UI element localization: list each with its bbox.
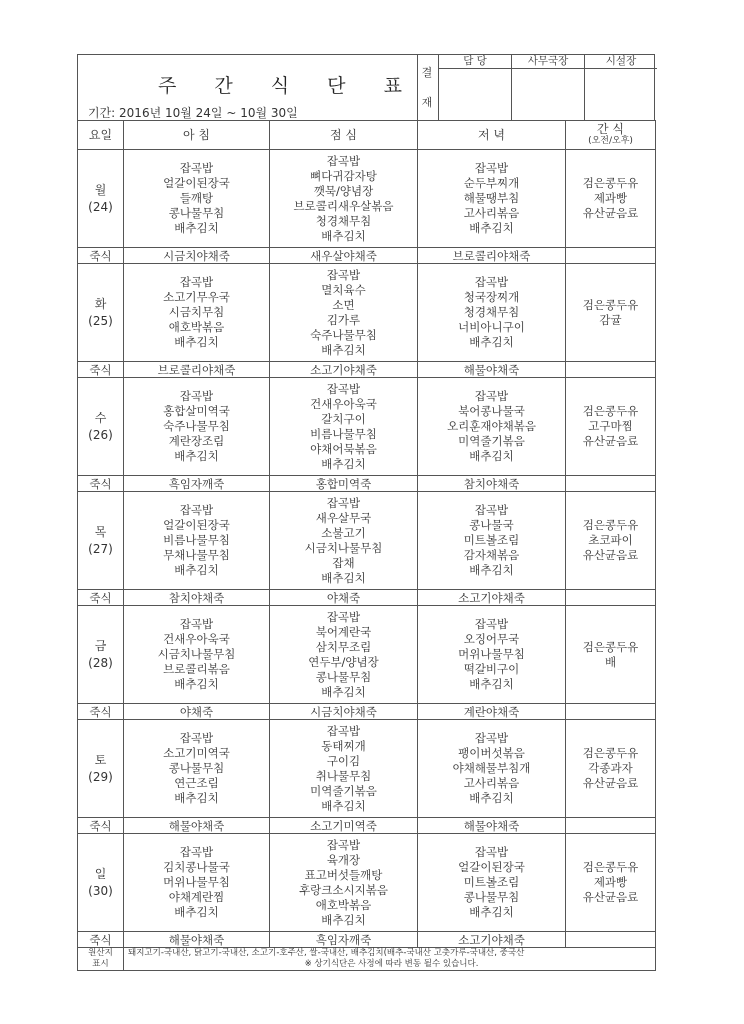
menu-item: 잡곡밥 — [326, 495, 361, 510]
porridge-empty — [566, 248, 656, 264]
menu-item: 고사리볶음 — [463, 206, 520, 220]
menu-item: 고구마찜 — [588, 419, 633, 433]
snack-cell — [566, 264, 656, 362]
day-row — [78, 720, 656, 818]
porridge-row — [78, 704, 656, 720]
porridge-item: 계란야채죽 — [418, 704, 566, 720]
menu-item: 북어콩나물국 — [458, 404, 525, 418]
menu-item: 얼갈이된장국 — [163, 176, 230, 190]
approval-col-manager: 담 당 — [439, 54, 511, 69]
porridge-item: 소고기야채죽 — [418, 932, 566, 948]
menu-item: 미트볼조림 — [463, 875, 520, 889]
day-name: 수 — [94, 410, 107, 425]
origin-label-2: 표시 — [92, 959, 109, 969]
menu-item: 뼈다귀감자탕 — [310, 168, 377, 183]
lunch-cell — [270, 264, 418, 362]
menu-item: 잡곡밥 — [179, 161, 214, 175]
snack-cell — [566, 720, 656, 818]
header-snack-title: 간 식 — [597, 122, 624, 136]
menu-item: 청국장찌개 — [463, 290, 520, 304]
menu-item: 숙주나물무침 — [163, 419, 230, 433]
menu-item: 삼치무조림 — [315, 639, 372, 654]
porridge-empty — [566, 818, 656, 834]
day-cell — [78, 606, 124, 704]
menu-item: 잡곡밥 — [179, 503, 214, 517]
porridge-item: 흑임자깨죽 — [124, 476, 270, 492]
header-lunch: 점 심 — [270, 121, 418, 150]
menu-item: 배추김치 — [321, 570, 366, 585]
day-cell — [78, 492, 124, 590]
menu-item: 표고버섯들깨탕 — [304, 867, 383, 882]
porridge-item: 시금치야채죽 — [270, 704, 418, 720]
breakfast-cell — [124, 720, 270, 818]
lunch-cell — [270, 378, 418, 476]
menu-item: 배추김치 — [174, 905, 219, 919]
menu-item: 검은콩두유 — [582, 297, 639, 312]
porridge-label: 죽식 — [78, 476, 124, 492]
porridge-item: 브로콜리야채죽 — [418, 248, 566, 264]
menu-item: 잡곡밥 — [326, 609, 361, 624]
menu-item: 잡곡밥 — [474, 617, 509, 631]
approval-col-office: 사무국장 — [512, 54, 584, 69]
porridge-empty — [566, 476, 656, 492]
menu-item: 검은콩두유 — [582, 639, 639, 654]
menu-item: 연근조림 — [174, 776, 219, 790]
menu-item: 육개장 — [326, 852, 361, 867]
menu-item: 배추김치 — [174, 449, 219, 463]
approval-label-top: 결 — [421, 66, 433, 79]
menu-item: 야채해물부침개 — [452, 761, 531, 775]
menu-item: 배추김치 — [321, 912, 366, 927]
day-cell — [78, 834, 124, 932]
menu-item: 오리훈재야채볶음 — [447, 419, 536, 433]
porridge-item: 소고기미역죽 — [270, 818, 418, 834]
menu-item: 야채계란찜 — [168, 890, 225, 904]
lunch-cell — [270, 492, 418, 590]
menu-item: 각종과자 — [588, 761, 633, 775]
menu-item: 감자채볶음 — [463, 548, 520, 562]
dinner-cell — [418, 264, 566, 362]
menu-item: 김가루 — [326, 312, 361, 327]
menu-item: 배추김치 — [469, 335, 514, 349]
porridge-row — [78, 362, 656, 378]
menu-item: 잡곡밥 — [326, 153, 361, 168]
dinner-cell — [418, 378, 566, 476]
day-row — [78, 150, 656, 248]
approval-label-bottom: 재 — [421, 96, 433, 109]
menu-item: 미트볼조림 — [463, 533, 520, 547]
approval-cell-office — [512, 54, 585, 120]
lunch-cell — [270, 720, 418, 818]
menu-item: 갈치구이 — [321, 411, 366, 426]
menu-item: 애호박볶음 — [315, 897, 372, 912]
snack-cell — [566, 378, 656, 476]
menu-item: 홍합살미역국 — [163, 404, 230, 418]
menu-item: 동태찌개 — [321, 738, 366, 753]
porridge-label: 죽식 — [78, 248, 124, 264]
day-name: 월 — [94, 182, 107, 197]
menu-item: 배추김치 — [469, 449, 514, 463]
period: 기간: 2016년 10월 24일 ~ 10월 30일 — [88, 106, 298, 120]
menu-item: 유산균음료 — [582, 434, 639, 448]
porridge-item: 해물야채죽 — [418, 362, 566, 378]
menu-item: 떡갈비구이 — [463, 662, 520, 676]
porridge-empty — [566, 590, 656, 606]
menu-item: 유산균음료 — [582, 890, 639, 904]
menu-item: 청경채무침 — [315, 213, 372, 228]
origin-row — [78, 948, 656, 971]
menu-item: 잡곡밥 — [474, 389, 509, 403]
menu-item: 배추김치 — [469, 563, 514, 577]
porridge-row — [78, 818, 656, 834]
porridge-item: 소고기야채죽 — [418, 590, 566, 606]
day-date: (29) — [88, 769, 113, 784]
header-breakfast: 아 침 — [124, 121, 270, 150]
menu-item: 얼갈이된장국 — [458, 860, 525, 874]
porridge-item: 흑임자깨죽 — [270, 932, 418, 948]
breakfast-cell — [124, 492, 270, 590]
menu-item: 머위나물무침 — [458, 647, 525, 661]
menu-item: 애호박볶음 — [168, 320, 225, 334]
menu-item: 시금치나물무침 — [304, 540, 383, 555]
menu-item: 숙주나물무침 — [310, 327, 377, 342]
menu-item: 오징어무국 — [463, 632, 520, 646]
menu-item: 잡곡밥 — [179, 845, 214, 859]
menu-item: 미역줄기볶음 — [458, 434, 525, 448]
menu-item: 새우살무국 — [315, 510, 372, 525]
snack-cell — [566, 150, 656, 248]
menu-item: 미역줄기볶음 — [310, 783, 377, 798]
porridge-item: 참치야채죽 — [124, 590, 270, 606]
menu-item: 연두부/양념장 — [308, 654, 379, 669]
menu-item: 배추김치 — [469, 221, 514, 235]
day-name: 화 — [94, 296, 107, 311]
dinner-cell — [418, 492, 566, 590]
breakfast-cell — [124, 834, 270, 932]
menu-item: 너비아니구이 — [458, 320, 525, 334]
menu-item: 잡곡밥 — [474, 731, 509, 745]
approval-box — [417, 54, 656, 120]
menu-item: 잡곡밥 — [326, 837, 361, 852]
day-name: 금 — [94, 638, 107, 653]
menu-item: 배추김치 — [469, 677, 514, 691]
day-row — [78, 606, 656, 704]
menu-item: 잡곡밥 — [179, 275, 214, 289]
day-date: (25) — [88, 313, 113, 328]
menu-item: 배추김치 — [174, 221, 219, 235]
header-dinner: 저 녁 — [418, 121, 566, 150]
dinner-cell — [418, 150, 566, 248]
origin-label — [78, 948, 124, 971]
origin-label-1: 원산지 — [88, 948, 113, 958]
menu-item: 초코파이 — [588, 533, 633, 547]
menu-item: 잡곡밥 — [179, 617, 214, 631]
menu-item: 구이김 — [326, 753, 361, 768]
day-row — [78, 834, 656, 932]
menu-item: 잡곡밥 — [474, 275, 509, 289]
menu-item: 건새우아욱국 — [163, 632, 230, 646]
origin-line-2: ※ 상기식단은 사정에 따라 변동 될수 있습니다. — [304, 959, 479, 969]
breakfast-cell — [124, 378, 270, 476]
menu-item: 소불고기 — [321, 525, 366, 540]
porridge-item: 해물야채죽 — [124, 818, 270, 834]
menu-item: 소고기무우국 — [163, 290, 230, 304]
menu-item: 멸치육수 — [321, 282, 366, 297]
day-row — [78, 378, 656, 476]
day-name: 토 — [94, 752, 107, 767]
menu-item: 잡곡밥 — [179, 389, 214, 403]
menu-item: 잡채 — [332, 555, 355, 570]
menu-item: 배추김치 — [321, 228, 366, 243]
day-name: 일 — [94, 866, 107, 881]
menu-item: 검은콩두유 — [582, 860, 639, 874]
menu-item: 감귤 — [599, 312, 622, 327]
porridge-row — [78, 476, 656, 492]
menu-item: 유산균음료 — [582, 776, 639, 790]
day-date: (28) — [88, 655, 113, 670]
snack-cell — [566, 492, 656, 590]
menu-item: 소면 — [332, 297, 355, 312]
header-snack-sub: (오전/오후) — [588, 136, 633, 146]
menu-item: 검은콩두유 — [582, 176, 639, 190]
menu-item: 해물땡부침 — [463, 191, 520, 205]
menu-item: 콩나물무침 — [463, 890, 520, 904]
menu-item: 배추김치 — [321, 798, 366, 813]
day-row — [78, 492, 656, 590]
menu-item: 비름나물무침 — [310, 426, 377, 441]
column-header-row — [78, 121, 656, 150]
day-cell — [78, 720, 124, 818]
menu-item: 배추김치 — [174, 563, 219, 577]
menu-item: 배추김치 — [174, 677, 219, 691]
porridge-item: 시금치야채죽 — [124, 248, 270, 264]
menu-item: 머위나물무침 — [163, 875, 230, 889]
porridge-item: 참치야채죽 — [418, 476, 566, 492]
porridge-item: 소고기야채죽 — [270, 362, 418, 378]
menu-item: 콩나물무침 — [168, 206, 225, 220]
day-cell — [78, 264, 124, 362]
menu-item: 북어계란국 — [315, 624, 372, 639]
porridge-label: 죽식 — [78, 590, 124, 606]
breakfast-cell — [124, 606, 270, 704]
menu-item: 잡곡밥 — [474, 503, 509, 517]
porridge-item: 새우살야채죽 — [270, 248, 418, 264]
menu-item: 배추김치 — [321, 684, 366, 699]
menu-item: 유산균음료 — [582, 548, 639, 562]
sheet-header — [77, 54, 655, 121]
menu-item: 청경채무침 — [463, 305, 520, 319]
menu-item: 후랑크소시지볶음 — [299, 882, 388, 897]
menu-item: 배추김치 — [174, 335, 219, 349]
dinner-cell — [418, 606, 566, 704]
menu-item: 잡곡밥 — [179, 731, 214, 745]
porridge-label: 죽식 — [78, 362, 124, 378]
day-name: 목 — [94, 524, 107, 539]
menu-item: 잡곡밥 — [474, 161, 509, 175]
snack-cell — [566, 606, 656, 704]
day-date: (27) — [88, 541, 113, 556]
lunch-cell — [270, 150, 418, 248]
dinner-cell — [418, 834, 566, 932]
menu-item: 검은콩두유 — [582, 518, 639, 532]
menu-item: 제과빵 — [593, 191, 628, 205]
menu-item: 잡곡밥 — [474, 845, 509, 859]
menu-item: 건새우아욱국 — [310, 396, 377, 411]
menu-item: 배추김치 — [321, 342, 366, 357]
menu-item: 콩나물무침 — [168, 761, 225, 775]
menu-item: 배추김치 — [469, 905, 514, 919]
porridge-empty — [566, 362, 656, 378]
porridge-item: 홍합미역죽 — [270, 476, 418, 492]
menu-item: 배추김치 — [321, 456, 366, 471]
menu-item: 들깨탕 — [179, 191, 214, 205]
lunch-cell — [270, 606, 418, 704]
menu-item: 검은콩두유 — [582, 404, 639, 418]
menu-item: 취나물무침 — [315, 768, 372, 783]
menu-item: 팽이버섯볶음 — [458, 746, 525, 760]
breakfast-cell — [124, 264, 270, 362]
page-title: 주 간 식 단 표 — [158, 75, 418, 97]
menu-item: 시금치나물무침 — [157, 647, 236, 661]
menu-item: 콩나물무침 — [315, 669, 372, 684]
menu-item: 야채어묵볶음 — [310, 441, 377, 456]
approval-cell-director — [585, 54, 657, 120]
approval-grid — [438, 54, 657, 120]
header-day: 요일 — [78, 121, 124, 150]
day-date: (26) — [88, 427, 113, 442]
menu-item: 배추김치 — [174, 791, 219, 805]
day-cell — [78, 150, 124, 248]
porridge-row — [78, 932, 656, 948]
porridge-empty — [566, 932, 656, 948]
menu-item: 브로콜리새우살볶음 — [293, 198, 394, 213]
menu-item: 깻묵/양념장 — [313, 183, 374, 198]
menu-item: 잡곡밥 — [326, 381, 361, 396]
menu-item: 얼갈이된장국 — [163, 518, 230, 532]
origin-content — [124, 948, 656, 971]
menu-item: 고사리볶음 — [463, 776, 520, 790]
menu-item: 브로콜리볶음 — [163, 662, 230, 676]
menu-item: 검은콩두유 — [582, 746, 639, 760]
porridge-empty — [566, 704, 656, 720]
menu-item: 계란장조림 — [168, 434, 225, 448]
day-row — [78, 264, 656, 362]
menu-item: 배 — [604, 654, 617, 669]
menu-item: 콩나물국 — [469, 518, 514, 532]
porridge-item: 브로콜리야채죽 — [124, 362, 270, 378]
menu-item: 시금치무침 — [168, 305, 225, 319]
porridge-label: 죽식 — [78, 704, 124, 720]
day-date: (30) — [88, 883, 113, 898]
breakfast-cell — [124, 150, 270, 248]
day-cell — [78, 378, 124, 476]
menu-item: 배추김치 — [469, 791, 514, 805]
header-snack — [566, 121, 656, 150]
porridge-row — [78, 590, 656, 606]
dinner-cell — [418, 720, 566, 818]
porridge-item: 해물야채죽 — [124, 932, 270, 948]
porridge-label: 죽식 — [78, 818, 124, 834]
lunch-cell — [270, 834, 418, 932]
origin-line-1: 돼지고기-국내산, 닭고기-국내산, 소고기-호주산, 쌀-국내산, 배추김치(배추-국내산 고춧가루-국내산, 중국산 — [128, 948, 525, 958]
menu-item: 김치콩나물국 — [163, 860, 230, 874]
menu-table — [77, 120, 656, 971]
approval-cell-manager — [439, 54, 512, 120]
menu-item: 잡곡밥 — [326, 267, 361, 282]
snack-cell — [566, 834, 656, 932]
menu-item: 소고기미역국 — [163, 746, 230, 760]
porridge-item: 야채죽 — [124, 704, 270, 720]
menu-item: 순두부찌개 — [463, 176, 520, 190]
menu-item: 비름나물무침 — [163, 533, 230, 547]
menu-sheet — [77, 54, 655, 983]
menu-item: 제과빵 — [593, 875, 628, 889]
porridge-row — [78, 248, 656, 264]
porridge-item: 야채죽 — [270, 590, 418, 606]
porridge-label: 죽식 — [78, 932, 124, 948]
day-date: (24) — [88, 199, 113, 214]
menu-item: 유산균음료 — [582, 206, 639, 220]
menu-item: 무채나물무침 — [163, 548, 230, 562]
menu-item: 잡곡밥 — [326, 723, 361, 738]
porridge-item: 해물야채죽 — [418, 818, 566, 834]
approval-col-director: 시설장 — [585, 54, 657, 69]
